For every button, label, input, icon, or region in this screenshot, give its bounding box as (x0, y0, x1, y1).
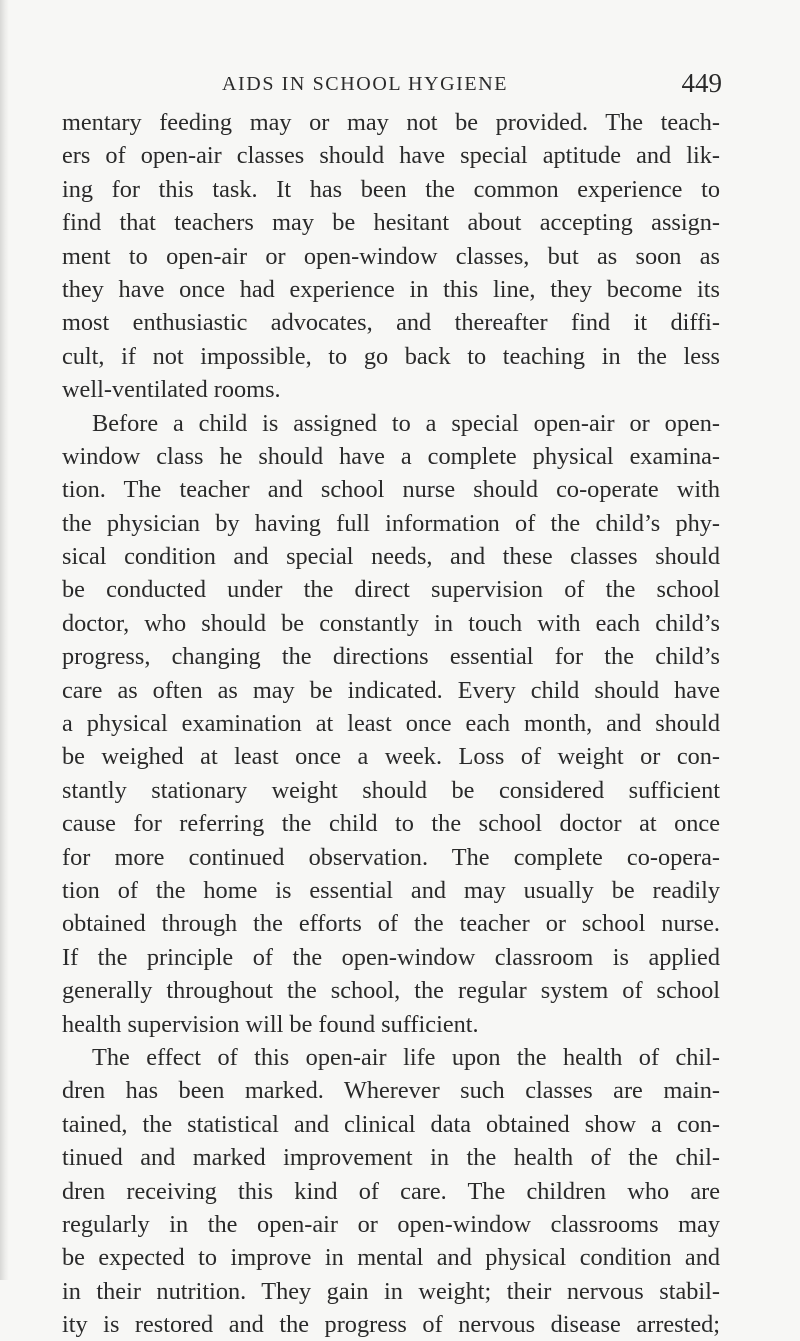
text-line: tained, the statistical and clinical data obtained show a con- (62, 1110, 720, 1138)
text-line: cult, if not impossible, to go back to teaching in the less (62, 342, 720, 370)
text-line: obtained through the efforts of the teacher or school nurse. (62, 910, 720, 938)
text-line: be weighed at least once a week. Loss of weight or con- (62, 743, 720, 771)
text-line: be expected to improve in mental and physical condition and (62, 1244, 720, 1272)
text-line: well-ventilated rooms. (62, 376, 281, 404)
text-line: tinued and marked improvement in the health of the chil- (62, 1144, 720, 1172)
text-line: be conducted under the direct supervision of the school (62, 576, 720, 604)
text-line: a physical examination at least once each month, and should (62, 710, 720, 738)
text-line: most enthusiastic advocates, and thereafter find it diffi- (62, 309, 720, 337)
text-line: dren receiving this kind of care. The children who are (62, 1177, 720, 1205)
text-line: progress, changing the directions essential for the child’s (62, 643, 720, 671)
text-line: doctor, who should be constantly in touch with each child’s (62, 609, 720, 637)
body-text (62, 106, 720, 1341)
text-line: in their nutrition. They gain in weight; their nervous stabil- (62, 1277, 720, 1305)
text-line: the physician by having full information of the child’s phy- (62, 509, 720, 537)
text-line: mentary feeding may or may not be provided. The teach- (62, 109, 720, 136)
text-line: health supervision will be found sufficient. (62, 1010, 479, 1038)
text-line: If the principle of the open-window classroom is applied (62, 943, 720, 971)
text-line: generally throughout the school, the regular system of school (62, 977, 720, 1005)
text-line: Before a child is assigned to a special open-air or open- (92, 409, 720, 437)
text-line: stantly stationary weight should be considered sufficient (62, 776, 720, 804)
page-header (222, 68, 722, 104)
text-line: ing for this task. It has been the common experience to (62, 175, 720, 203)
gutter-shadow (0, 0, 9, 1280)
text-line: tion. The teacher and school nurse should co-operate with (62, 476, 720, 504)
text-line: sical condition and special needs, and these classes should (62, 543, 720, 571)
text-line: regularly in the open-air or open-window classrooms may (62, 1210, 720, 1238)
text-line: cause for referring the child to the school doctor at once (62, 810, 720, 838)
running-head: AIDS IN SCHOOL HYGIENE (222, 73, 509, 95)
text-line: dren has been marked. Wherever such classes are main- (62, 1077, 720, 1105)
text-line: ers of open-air classes should have special aptitude and lik- (62, 142, 720, 170)
text-line: The effect of this open-air life upon the health of chil- (92, 1043, 720, 1071)
text-line: ment to open-air or open-window classes, but as soon as (62, 242, 720, 270)
text-line: window class he should have a complete physical examina- (62, 442, 720, 470)
text-line: tion of the home is essential and may usually be readily (62, 876, 720, 904)
text-line: for more continued observation. The complete co-opera- (62, 843, 720, 871)
page-number: 449 (681, 68, 722, 98)
text-line: ity is restored and the progress of nervous disease arrested; (62, 1311, 720, 1339)
text-line: care as often as may be indicated. Every child should have (62, 676, 720, 704)
text-line: they have once had experience in this line, they become its (62, 275, 720, 303)
text-line: find that teachers may be hesitant about accepting assign- (62, 209, 720, 237)
